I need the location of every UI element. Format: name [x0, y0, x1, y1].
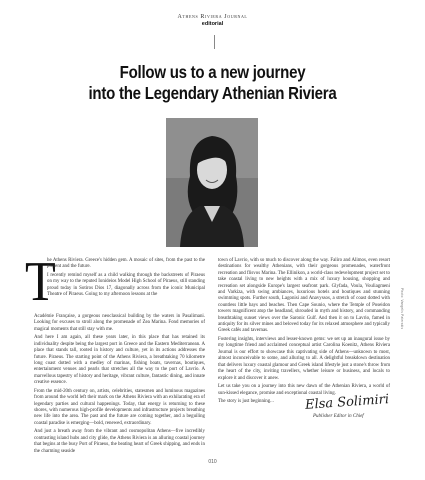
title-line-1: Follow us to a new journey — [119, 62, 306, 82]
paragraph: From the mid-20th century on, artists, celebrities, statesmen and luminous magazines from around the world left their mark on the Athens Riviera with an exhilarating era of legendary parties and cultural happenings. Today, that energy is returning to these shores, with numerous high-profile developments and infrastructure projects breathing new life into the area. The past and the future are coming together, and a beguiling coastal paradise is emerging—bold, renewed, extraordinary. — [34, 388, 205, 426]
portrait-illustration — [166, 118, 258, 247]
header-divider — [214, 35, 215, 49]
journal-name: Athens Riviera Journal — [177, 14, 248, 20]
section-label: editorial — [201, 21, 224, 27]
paragraph: The story is just beginning... — [218, 399, 274, 405]
page-number: 010 — [208, 459, 217, 465]
author-title: Publisher Editor in Chief — [313, 414, 364, 419]
paragraph: Académie Française, a gorgeous neoclassical building by the waters in Pasalimani. Looking for excuses to stroll along the promenade of Zea Marina. Fond memories of magical moments that still stay with me. — [34, 314, 205, 332]
author-signature: Elsa Solimiri — [304, 392, 390, 413]
paragraph: he Athens Riviera. Greece's hidden gem. A mosaic of sites, from the past to the present and the future. — [47, 258, 205, 270]
masthead — [0, 14, 425, 27]
page-title — [64, 62, 361, 104]
paragraph: I recently remind myself as a child walking through the backstreets of Piraeus on my way to the reputed Ionideios Model High School of Piraeus, still standing proud today in Sotiros Dios 17, diagonally across from the iconic Municipal Theatre of Piraeus. Going to my afternoon lessons at the — [47, 273, 205, 298]
paragraph: Fostering insights, interviews and lesser-known gems: we set up an inaugural issue by my longtime friend and acclaimed conceptual artist Carolina Koenitz, Athens Riviera Journal is our effort to showcase this captivating side of Athens—unknown to most, almost inconceivable to some, and alluring to all. A delightful breakdown destination that delivers luxury coastal glamour and Greek island lifestyle just a stone's throw from the heart of the city, inviting travellers, whether leisure or business, and locals to explore it and discover it anew. — [218, 337, 390, 381]
portrait-photo — [166, 118, 258, 247]
paragraph: town of Lavrio, with so much to discover along the way. Faliro and Alimos, even resort destinations for wealthy Athenians, with their gorgeous promenades, waterfront recreation and flisvos Marina. The Ellinikon, a world-class redevelopment project set to take coastal living to new heights with a mix of luxury housing, shopping and recreation set alongside Europe's largest seafront park. Glyfada, Voula, Vouliagmeni and Varkiza, with swing ambiances, luxurious hotels and boutiques and stunning swimming spots. Further south, Lagonisi and Anavyssos, a stretch of coast dotted with countless little bays and beaches. Then Cape Sounio, where the Temple of Poseidon towers magnificent atop the headland, shrouded in myth and history, and commanding breathtaking sunset views over the Saronic Gulf. And then it on to Lavrio, famed in antiquity for its silver mines and beloved today for its relaxed atmosphere and typically Greek cafés and tavernas. — [218, 258, 390, 334]
article-column-1-top — [47, 258, 205, 301]
paragraph: And just a breath away from the vibrant and cosmopolitan Athens—five incredibly contrasting island hubs and city glide, the Athens Riviera is an alluring coastal journey that begins at the busy Port of Piraeus, the beating heart of Greek shipping, and ends in the charming seaside — [34, 429, 205, 454]
article-column-2 — [218, 258, 390, 408]
paragraph: And here I am again, all these years later, in this place that has retained its individuality despite being the largest port in Greece and the Eastern Mediterranean. A place that stands tall, rooted in history and culture, yet in its actions addresses the future. Piraeus. The starting point of the Athens Riviera, a breathtaking 70 kilometre long coast dotted with a medley of marinas, fishing boats, tavernas, boutiques, entertainment venues and pearls that stretches all the way to the port of Lavrio. A marvellous tapestry of history and heritage, vibrant culture, fantastic dining, and innate creative essence. — [34, 335, 205, 386]
paragraph: Let us take you on a journey into this new dawn of the Athenian Riviera, a world of sun-kissed elegance, promise and exceptional coastal living. — [218, 384, 390, 396]
title-line-2: into the Legendary Athenian Riviera — [88, 83, 337, 103]
article-column-1 — [34, 314, 205, 457]
drop-cap: T — [25, 251, 56, 313]
photo-credit: Photo: Vangelis Paterakis — [400, 288, 404, 330]
